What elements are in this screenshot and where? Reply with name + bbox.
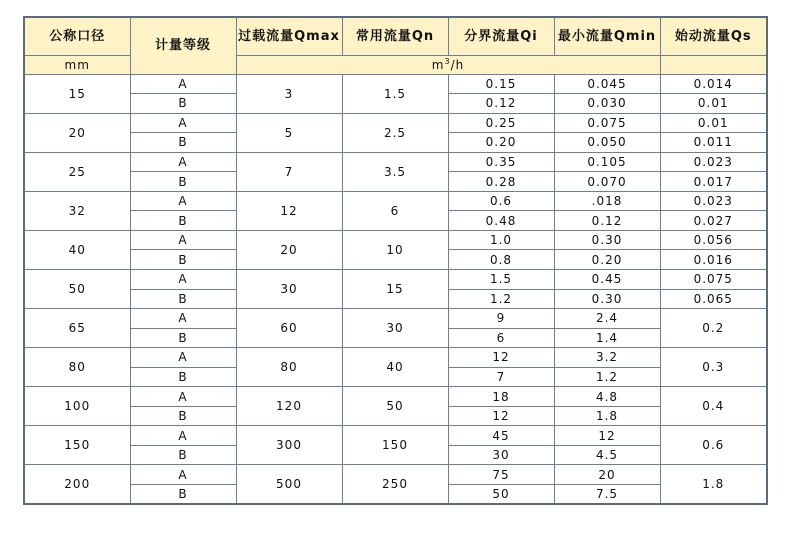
transitional-flow-cell: 1.5 [448,269,554,289]
overload-flow-cell: 300 [236,426,342,465]
nominal-diameter-cell: 40 [24,230,130,269]
class-cell: B [130,250,236,270]
transitional-flow-cell: 0.6 [448,191,554,211]
permanent-flow-cell: 30 [342,309,448,348]
unit-flow [236,55,660,74]
starting-flow-cell: 0.4 [660,387,767,426]
header-overload-flow: 过载流量Qmax [236,17,342,55]
minimum-flow-cell: 0.030 [554,94,660,114]
header-permanent-flow: 常用流量Qn [342,17,448,55]
minimum-flow-cell: .018 [554,191,660,211]
unit-empty [660,55,767,74]
starting-flow-cell: 0.016 [660,250,767,270]
overload-flow-cell: 5 [236,113,342,152]
transitional-flow-cell: 0.25 [448,113,554,133]
transitional-flow-cell: 1.0 [448,230,554,250]
starting-flow-cell: 0.065 [660,289,767,309]
transitional-flow-cell: 12 [448,406,554,426]
transitional-flow-cell: 18 [448,387,554,407]
starting-flow-cell: 0.023 [660,152,767,172]
starting-flow-cell: 0.3 [660,348,767,387]
class-cell: B [130,211,236,231]
minimum-flow-cell: 0.12 [554,211,660,231]
class-cell: B [130,94,236,114]
nominal-diameter-cell: 100 [24,387,130,426]
header-minimum-flow: 最小流量Qmin [554,17,660,55]
permanent-flow-cell: 50 [342,387,448,426]
overload-flow-cell: 7 [236,152,342,191]
class-cell: A [130,426,236,446]
table-row [24,269,767,289]
class-cell: B [130,328,236,348]
nominal-diameter-cell: 32 [24,191,130,230]
header-starting-flow: 始动流量Qs [660,17,767,55]
minimum-flow-cell: 0.45 [554,269,660,289]
nominal-diameter-cell: 25 [24,152,130,191]
header-transitional-flow: 分界流量Qi [448,17,554,55]
overload-flow-cell: 120 [236,387,342,426]
permanent-flow-cell: 6 [342,191,448,230]
permanent-flow-cell: 250 [342,465,448,504]
minimum-flow-cell: 1.2 [554,367,660,387]
unit-flow-suffix: /h [450,58,465,72]
transitional-flow-cell: 7 [448,367,554,387]
overload-flow-cell: 500 [236,465,342,504]
table-row [24,113,767,133]
overload-flow-cell: 30 [236,269,342,308]
minimum-flow-cell: 12 [554,426,660,446]
starting-flow-cell: 0.056 [660,230,767,250]
overload-flow-cell: 80 [236,348,342,387]
starting-flow-cell: 0.2 [660,309,767,348]
overload-flow-cell: 12 [236,191,342,230]
minimum-flow-cell: 0.30 [554,230,660,250]
table-row [24,191,767,211]
unit-mm: mm [24,55,130,74]
permanent-flow-cell: 3.5 [342,152,448,191]
header-metering-class: 计量等级 [130,17,236,74]
transitional-flow-cell: 0.12 [448,94,554,114]
class-cell: B [130,367,236,387]
table-row [24,230,767,250]
minimum-flow-cell: 20 [554,465,660,485]
class-cell: B [130,133,236,153]
class-cell: A [130,230,236,250]
nominal-diameter-cell: 20 [24,113,130,152]
unit-flow-sup: 3 [444,57,451,66]
minimum-flow-cell: 0.30 [554,289,660,309]
table-row [24,348,767,368]
permanent-flow-cell: 40 [342,348,448,387]
starting-flow-cell: 0.011 [660,133,767,153]
minimum-flow-cell: 4.8 [554,387,660,407]
transitional-flow-cell: 1.2 [448,289,554,309]
table-row [24,465,767,485]
minimum-flow-cell: 1.8 [554,406,660,426]
permanent-flow-cell: 15 [342,269,448,308]
minimum-flow-cell: 4.5 [554,445,660,465]
minimum-flow-cell: 0.070 [554,172,660,192]
nominal-diameter-cell: 50 [24,269,130,308]
permanent-flow-cell: 150 [342,426,448,465]
unit-flow-prefix: m [431,58,445,72]
class-cell: A [130,191,236,211]
minimum-flow-cell: 0.045 [554,74,660,94]
minimum-flow-cell: 1.4 [554,328,660,348]
class-cell: A [130,348,236,368]
class-cell: B [130,289,236,309]
transitional-flow-cell: 0.20 [448,133,554,153]
class-cell: A [130,74,236,94]
overload-flow-cell: 60 [236,309,342,348]
transitional-flow-cell: 50 [448,484,554,504]
permanent-flow-cell: 2.5 [342,113,448,152]
permanent-flow-cell: 10 [342,230,448,269]
transitional-flow-cell: 30 [448,445,554,465]
table-row [24,387,767,407]
table-row [24,152,767,172]
starting-flow-cell: 0.01 [660,113,767,133]
transitional-flow-cell: 9 [448,309,554,329]
spec-table-container [23,16,768,505]
starting-flow-cell: 0.023 [660,191,767,211]
starting-flow-cell: 1.8 [660,465,767,504]
class-cell: B [130,445,236,465]
transitional-flow-cell: 6 [448,328,554,348]
minimum-flow-cell: 7.5 [554,484,660,504]
overload-flow-cell: 3 [236,74,342,113]
table-row [24,74,767,94]
class-cell: B [130,172,236,192]
minimum-flow-cell: 0.105 [554,152,660,172]
starting-flow-cell: 0.014 [660,74,767,94]
permanent-flow-cell: 1.5 [342,74,448,113]
minimum-flow-cell: 3.2 [554,348,660,368]
minimum-flow-cell: 0.075 [554,113,660,133]
transitional-flow-cell: 75 [448,465,554,485]
nominal-diameter-cell: 150 [24,426,130,465]
nominal-diameter-cell: 65 [24,309,130,348]
class-cell: A [130,387,236,407]
table-row [24,309,767,329]
class-cell: A [130,309,236,329]
transitional-flow-cell: 0.8 [448,250,554,270]
starting-flow-cell: 0.027 [660,211,767,231]
minimum-flow-cell: 0.050 [554,133,660,153]
minimum-flow-cell: 2.4 [554,309,660,329]
starting-flow-cell: 0.6 [660,426,767,465]
minimum-flow-cell: 0.20 [554,250,660,270]
starting-flow-cell: 0.017 [660,172,767,192]
overload-flow-cell: 20 [236,230,342,269]
class-cell: B [130,406,236,426]
class-cell: A [130,152,236,172]
header-nominal-diameter: 公称口径 [24,17,130,55]
transitional-flow-cell: 0.35 [448,152,554,172]
transitional-flow-cell: 0.28 [448,172,554,192]
transitional-flow-cell: 0.48 [448,211,554,231]
class-cell: A [130,269,236,289]
class-cell: A [130,465,236,485]
nominal-diameter-cell: 200 [24,465,130,504]
transitional-flow-cell: 0.15 [448,74,554,94]
table-row [24,426,767,446]
nominal-diameter-cell: 15 [24,74,130,113]
class-cell: B [130,484,236,504]
transitional-flow-cell: 45 [448,426,554,446]
transitional-flow-cell: 12 [448,348,554,368]
nominal-diameter-cell: 80 [24,348,130,387]
starting-flow-cell: 0.075 [660,269,767,289]
flow-spec-table [23,16,768,505]
class-cell: A [130,113,236,133]
starting-flow-cell: 0.01 [660,94,767,114]
